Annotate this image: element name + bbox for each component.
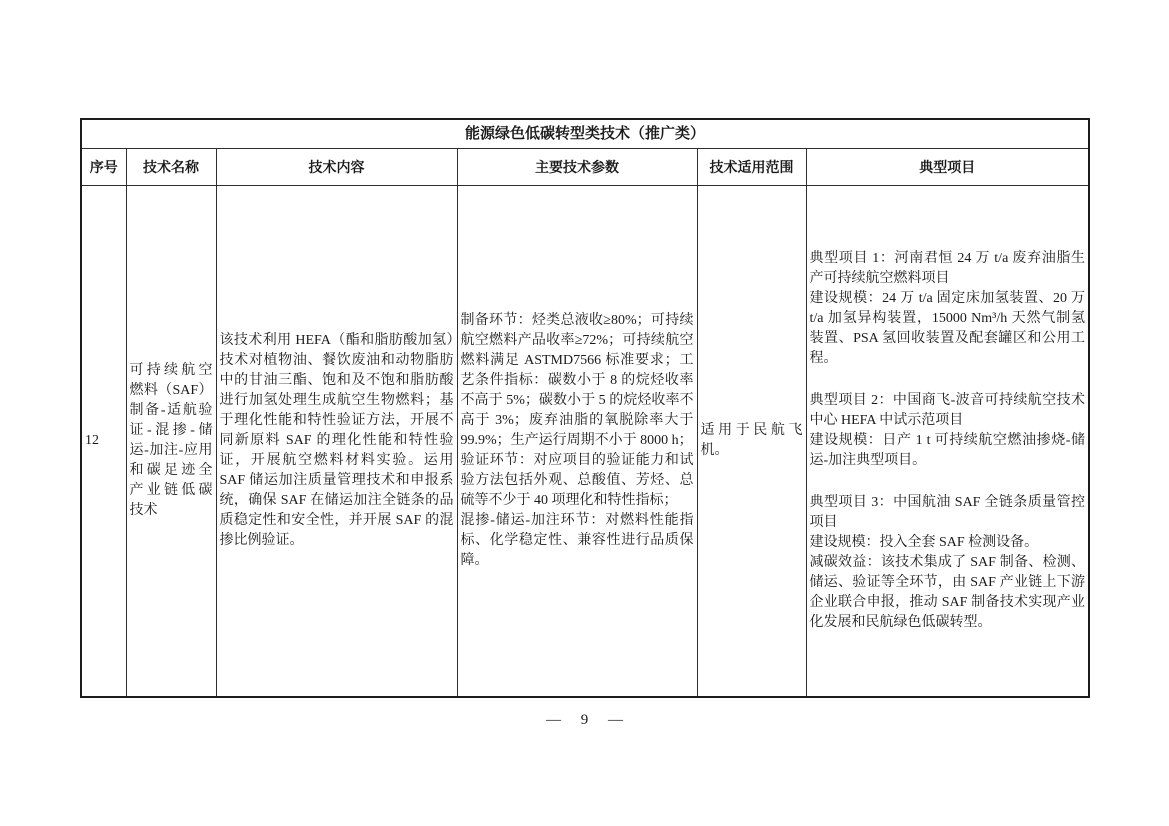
header-scope: 技术适用范围 (697, 148, 806, 185)
project-1-title: 典型项目 1：河南君恒 24 万 t/a 废弃油脂生产可持续航空燃料项目 (809, 250, 1086, 286)
cell-scope: 适用于民航飞机。 (697, 185, 806, 697)
cell-tech-name: 可持续航空燃料（SAF）制备-适航验证-混掺-储运-加注-应用和碳足迹全产业链低碳技术 (126, 185, 216, 697)
header-tech-content: 技术内容 (216, 148, 457, 185)
project-2-title: 典型项目 2：中国商飞-波音可持续航空技术中心 HEFA 中试示范项目 (809, 392, 1086, 428)
param-paragraph-verification: 验证环节：对应项目的验证能力和试验方法包括外观、总酸值、芳烃、总硫等不少于 40 项理化和特性指标； (460, 452, 694, 508)
project-3-carbon-benefit: 减碳效益：该技术集成了 SAF 制备、检测、储运、验证等全环节，由 SAF 产业链上下游企业联合申报，推动 SAF 制备技术实现产业化发展和民航绿色低碳转型。 (809, 554, 1086, 630)
header-typical-projects: 典型项目 (806, 148, 1089, 185)
cell-tech-content: 该技术利用 HEFA（酯和脂肪酸加氢）技术对植物油、餐饮废油和动物脂肪中的甘油三酯、饱和及不饱和脂肪酸进行加氢处理生成航空生物燃料；基于理化性能和特性验证方法，开展不同新原料 SAF 的理化性能和特性验证，开展航空燃料材料实验。运用 SAF 储运加注质量管理技术和申报系统，确保 SAF 在储运加注全链条的品质稳定性和安全性，并开展 SAF 的混掺比例验证。 (216, 185, 457, 697)
cell-main-params (457, 185, 697, 697)
table-title-row (81, 119, 1089, 148)
table-header-row (81, 148, 1089, 185)
param-paragraph-blending: 混掺-储运-加注环节：对燃料性能指标、化学稳定性、兼容性进行品质保障。 (460, 512, 694, 568)
cell-index: 12 (81, 185, 126, 697)
table-title: 能源绿色低碳转型类技术（推广类） (81, 119, 1089, 148)
project-1-scale: 建设规模：24 万 t/a 固定床加氢装置、20 万 t/a 加氢异构装置，15000 Nm³/h 天然气制氢装置、PSA 氢回收装置及配套罐区和公用工程。 (809, 290, 1086, 366)
project-2-scale: 建设规模：日产 1 t 可持续航空燃油掺烧-储运-加注典型项目。 (809, 432, 1086, 468)
project-block-3 (810, 493, 1086, 633)
project-3-title: 典型项目 3：中国航油 SAF 全链条质量管控项目 (809, 494, 1086, 530)
cell-typical-projects (806, 185, 1089, 697)
header-main-params: 主要技术参数 (457, 148, 697, 185)
project-block-1 (810, 249, 1086, 369)
header-tech-name: 技术名称 (126, 148, 216, 185)
page-number: — 9 — (546, 712, 623, 728)
project-3-scale: 建设规模：投入全套 SAF 检测设备。 (809, 534, 1039, 550)
header-index: 序号 (81, 148, 126, 185)
technology-table (80, 118, 1090, 698)
project-block-2 (810, 391, 1086, 471)
param-paragraph-preparation: 制备环节：烃类总液收≥80%；可持续航空燃料产品收率≥72%；可持续航空燃料满足 ASTMD7566 标准要求；工艺条件指标：碳数小于 8 的烷烃收率不高于 5%；碳数小于 5 的烷烃收率不高于 3%；废弃油脂的氧脱除率大于 99.9%；生产运行周期不小于 8000 h； (460, 312, 694, 448)
table-row (81, 185, 1089, 697)
